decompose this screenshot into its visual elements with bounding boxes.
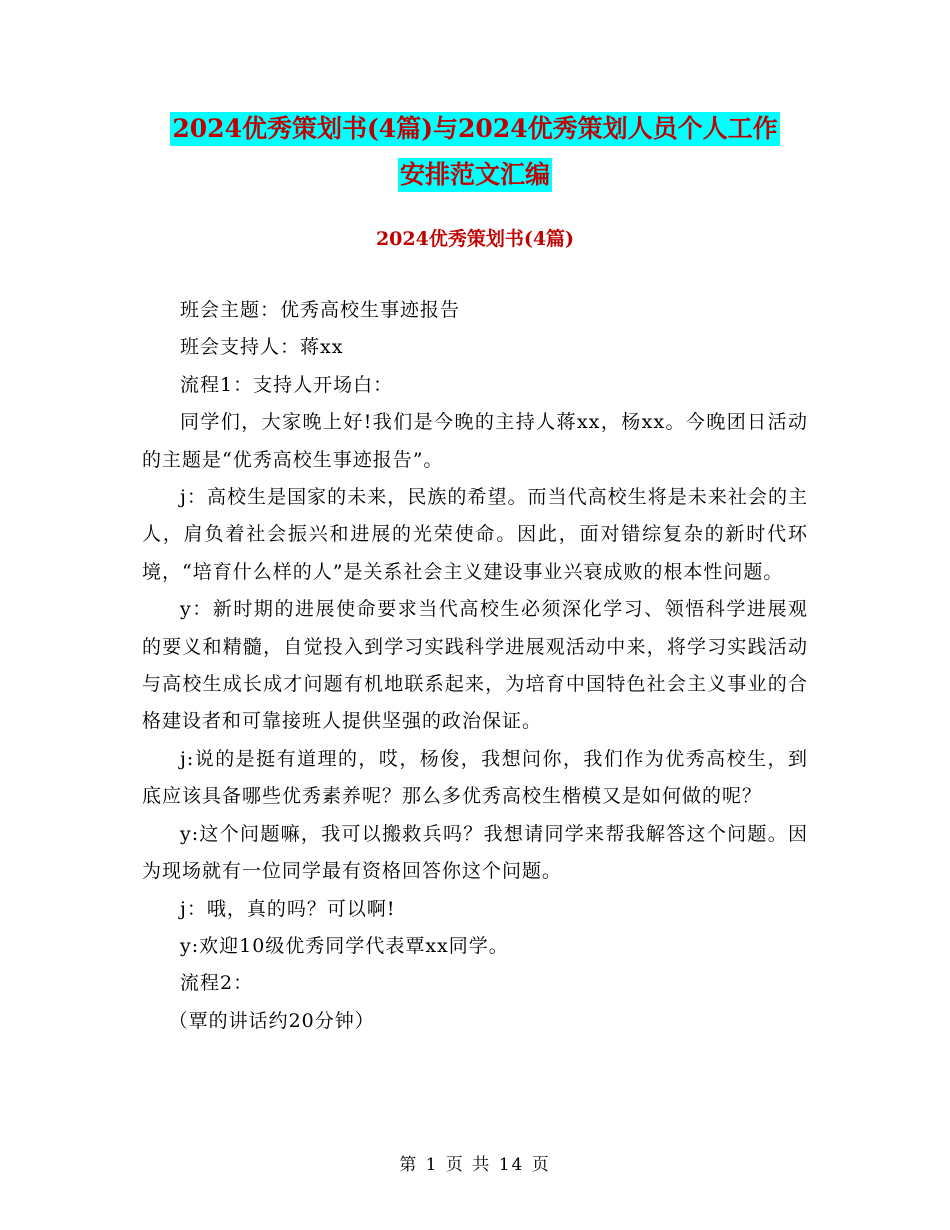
paragraph: 班会主题：优秀高校生事迹报告 [180,299,461,321]
document-body [142,292,808,1040]
paragraph: 班会支持人：蒋xx [180,336,344,359]
paragraph: y:这个问题嘛，我可以搬救兵吗？我想请同学来帮我解答这个问题。因为现场就有一位同学最有资格回答你这个问题。 [142,822,808,883]
title-line-2: 安排范文汇编 [398,158,552,192]
document-title [0,112,950,192]
paragraph: j：哦，真的吗？可以啊! [180,897,396,920]
page-footer: 第 1 页 共 14 页 [399,1155,551,1175]
paragraph: j:说的是挺有道理的，哎，杨俊，我想问你，我们作为优秀高校生，到底应该具备哪些优秀素养呢？那么多优秀高校生楷模又是如何做的呢？ [142,747,808,808]
paragraph: 流程2： [180,972,254,995]
paragraph: y：新时期的进展使命要求当代高校生必须深化学习、领悟科学进展观的要义和精髓，自觉投入到学习实践科学进展观活动中来，将学习实践活动与高校生成长成才问题有机地联系起来，为培育中国特色社会主义事业的合格建设者和可靠接班人提供坚强的政治保证。 [142,598,808,733]
paragraph: （覃的讲话约20分钟） [168,1009,375,1032]
paragraph: 同学们，大家晚上好!我们是今晚的主持人蒋xx，杨xx。今晚团日活动的主题是“优秀高校生事迹报告”。 [142,411,808,471]
paragraph: y:欢迎10级优秀同学代表覃xx同学。 [180,934,509,957]
paragraph: 流程1：支持人开场白： [180,373,394,396]
section-heading: 2024优秀策划书(4篇) [375,228,575,250]
title-line-1: 2024优秀策划书(4篇)与2024优秀策划人员个人工作 [170,112,779,146]
paragraph: j：高校生是国家的未来，民族的希望。而当代高校生将是未来社会的主人，肩负着社会振兴和进展的光荣使命。因此，面对错综复杂的新时代环境，“培育什么样的人”是关系社会主义建设事业兴衰成败的根本性问题。 [142,486,808,583]
